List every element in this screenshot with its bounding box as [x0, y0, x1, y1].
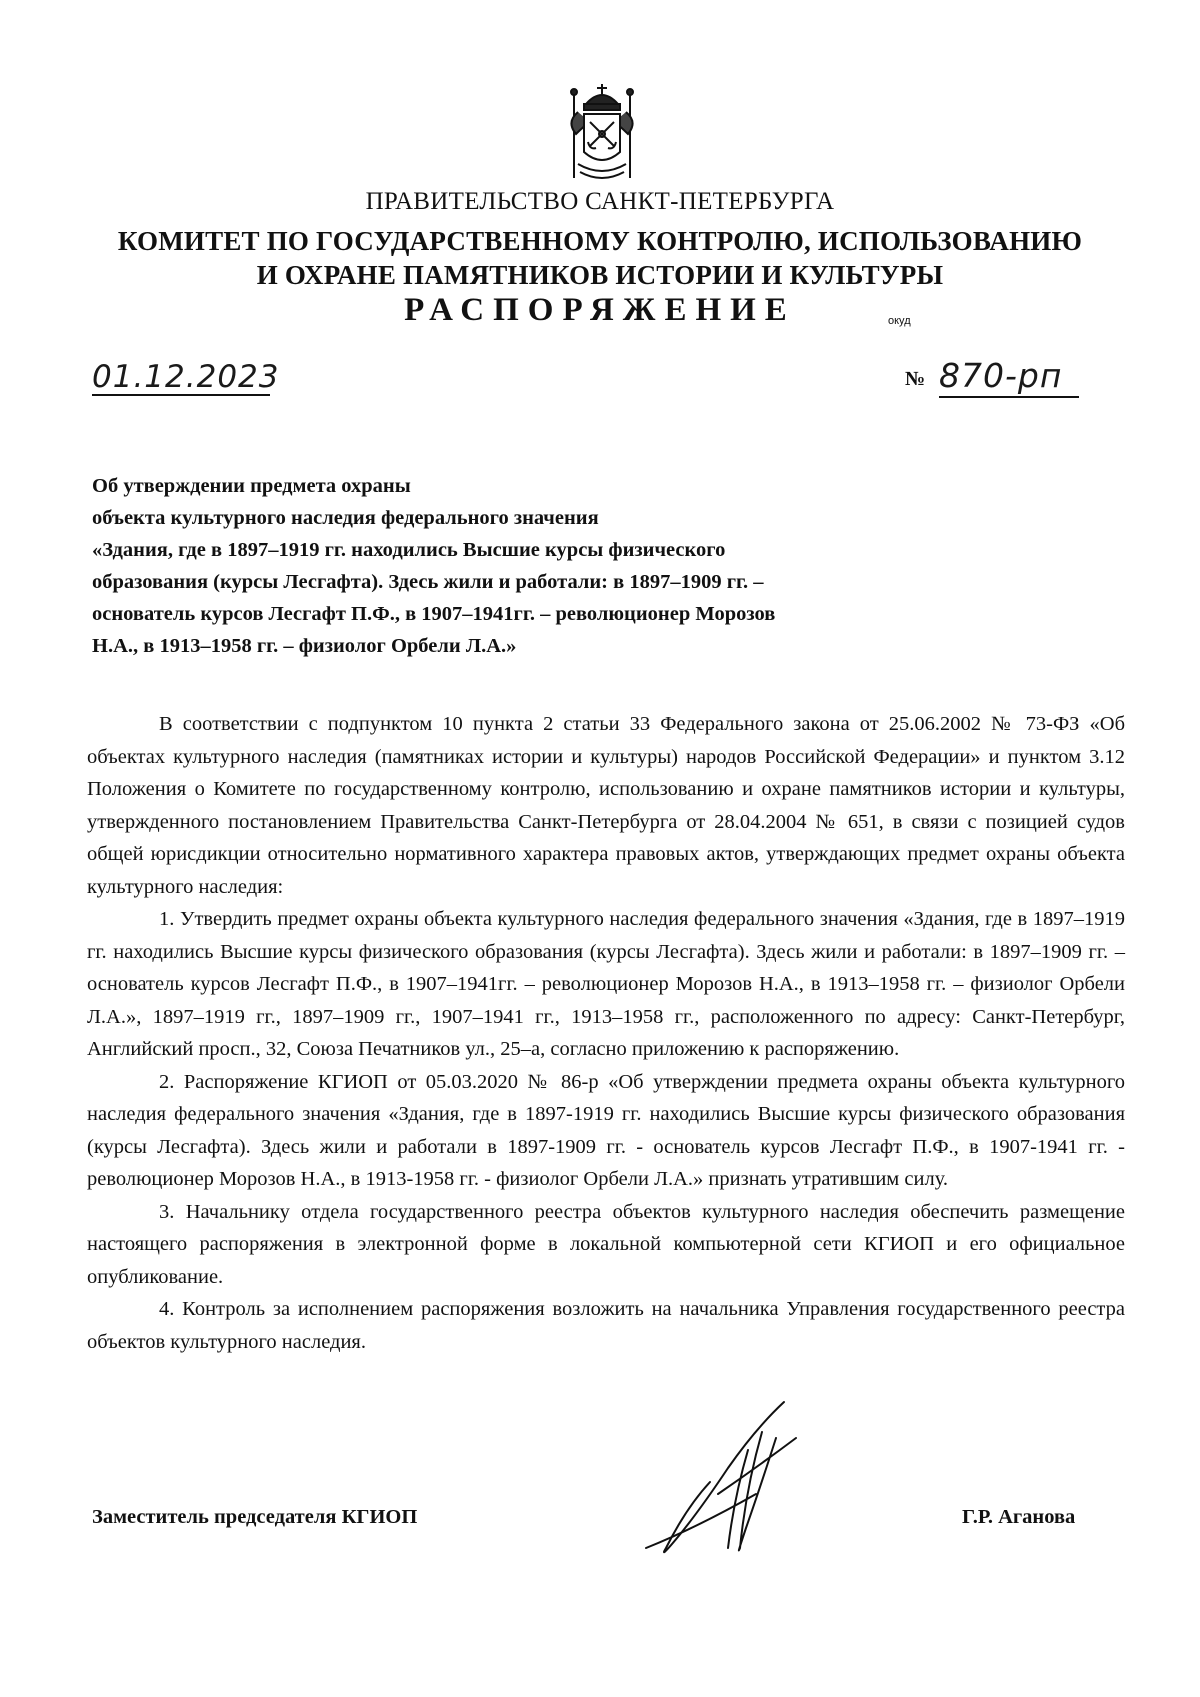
signer-title: Заместитель председателя КГИОП — [92, 1506, 418, 1528]
committee-name — [0, 224, 1200, 292]
handwritten-signature — [636, 1398, 856, 1568]
signer-name: Г.Р. Аганова — [962, 1506, 1076, 1528]
document-subject — [92, 470, 1092, 662]
government-name: ПРАВИТЕЛЬСТВО САНКТ-ПЕТЕРБУРГА — [365, 188, 835, 215]
order-item-4: 4. Контроль за исполнением распоряжения возложить на начальника Управления государственного реестра объектов культурного наследия. — [87, 1298, 1125, 1353]
committee-name-line-1: КОМИТЕТ ПО ГОСУДАРСТВЕННОМУ КОНТРОЛЮ, ИСПОЛЬЗОВАНИЮ — [117, 226, 1083, 256]
okud-label: окуд — [888, 315, 911, 327]
saint-petersburg-emblem-icon — [560, 82, 644, 186]
subject-line: «Здания, где в 1897–1919 гг. находились Высшие курсы физического — [92, 539, 726, 561]
document-type-title: РАСПОРЯЖЕНИЕ — [404, 292, 796, 328]
number-sign: № — [905, 368, 926, 390]
order-item-2: 2. Распоряжение КГИОП от 05.03.2020 № 86-р «Об утверждении предмета охраны объекта культурного наследия федерального значения «Здания, где в 1897-1919 гг. находились Высшие курсы физического образования (курсы Лесгафта). Здесь жили и работали в 1897-1909 гг. - основатель курсов Лесгафт П.Ф., в 1907-1941 гг. - революционер Морозов Н.А., в 1913-1958 гг. - физиолог Орбели Л.А.» признать утратившим силу. — [87, 1070, 1125, 1190]
document-date: 01.12.2023 — [92, 359, 280, 395]
order-item-1: 1. Утвердить предмет охраны объекта культурного наследия федерального значения «Здания, где в 1897–1919 гг. находились Высшие курсы физического образования (курсы Лесгафта). Здесь жили и работали: в 1897–1909 гг. – основатель курсов Лесгафт П.Ф., в 1907–1941гг. – революционер Морозов Н.А., в 1913–1958 гг. – физиолог Орбели Л.А.», 1897–1919 гг., 1897–1909 гг., 1907–1941 гг., 1913–1958 гг., расположенного по адресу: Санкт-Петербург, Английский просп., 32, Союза Печатников ул., 25–а, согласно приложению к распоряжению. — [87, 908, 1125, 1060]
committee-name-line-2: И ОХРАНЕ ПАМЯТНИКОВ ИСТОРИИ И КУЛЬТУРЫ — [256, 260, 944, 290]
order-item-3: 3. Начальнику отдела государственного реестра объектов культурного наследия обеспечить размещение настоящего распоряжения в электронной форме в локальной компьютерной сети КГИОП и его официальное опубликование. — [87, 1200, 1125, 1288]
subject-line: объекта культурного наследия федерального значения — [92, 507, 599, 529]
subject-line: образования (курсы Лесгафта). Здесь жили и работали: в 1897–1909 гг. – — [92, 571, 764, 593]
preamble-paragraph: В соответствии с подпунктом 10 пункта 2 статьи 33 Федерального закона от 25.06.2002 № 73-ФЗ «Об объектах культурного наследия (памятниках истории и культуры) народов Российской Федерации» и пунктом 3.12 Положения о Комитете по государственному контролю, использованию и охране памятников истории и культуры, утвержденного постановлением Правительства Санкт-Петербурга от 28.04.2004 № 651, в связи с позицией судов общей юрисдикции относительно нормативного характера правовых актов, утверждающих предмет охраны объекта культурного наследия: — [87, 713, 1125, 898]
document-number-block — [905, 356, 1085, 398]
subject-line: основатель курсов Лесгафт П.Ф., в 1907–1941гг. – революционер Морозов — [92, 603, 776, 625]
document-body — [87, 708, 1125, 1358]
document-number: 870-рп — [939, 356, 1079, 398]
subject-line: Н.А., в 1913–1958 гг. – физиолог Орбели Л.А.» — [92, 635, 517, 657]
subject-line: Об утверждении предмета охраны — [92, 475, 411, 497]
